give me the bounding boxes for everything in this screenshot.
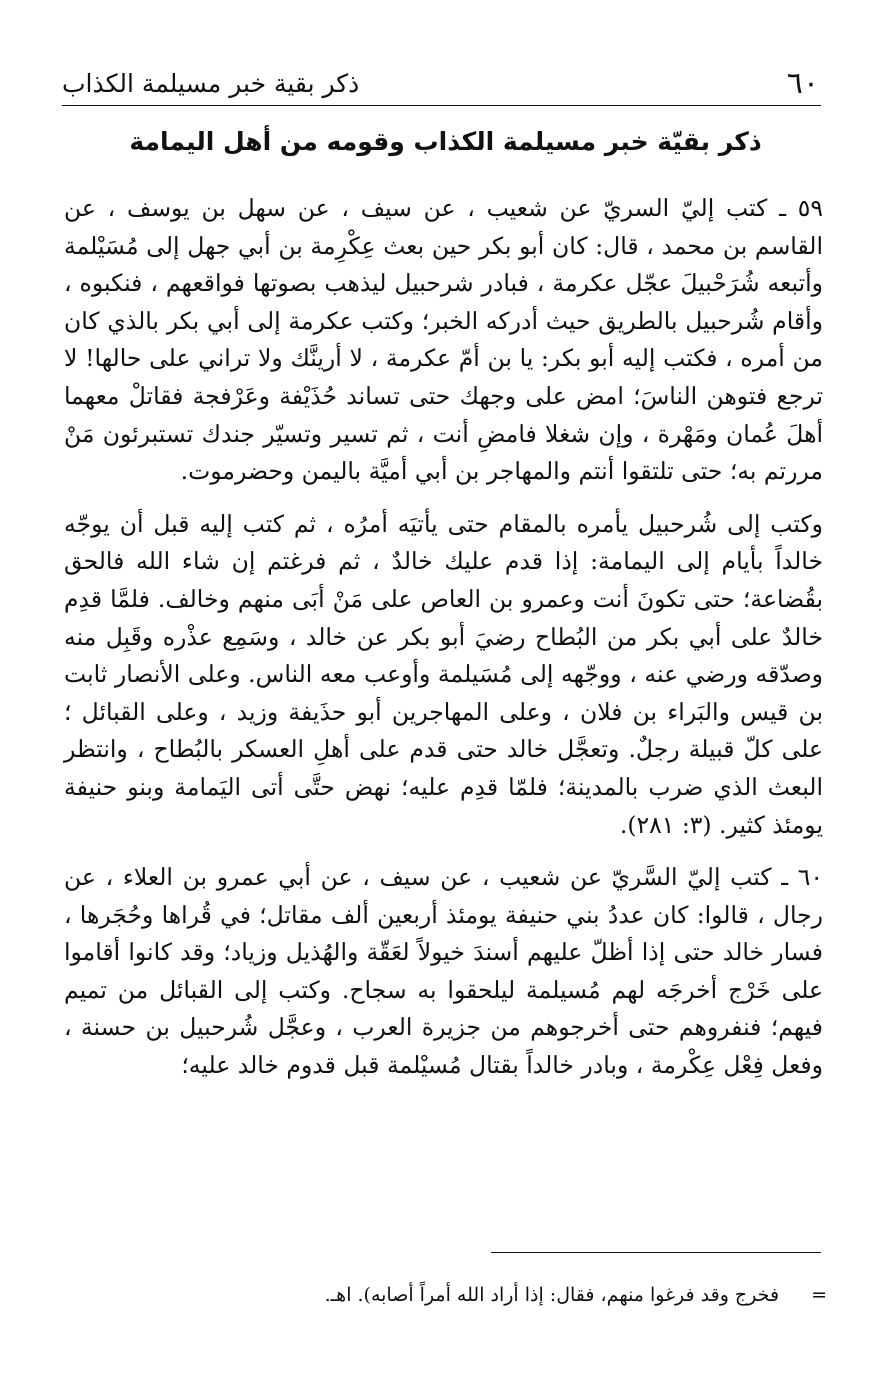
footnote — [64, 1281, 827, 1309]
page-number: ٦٠ — [786, 65, 819, 101]
paragraph-59: ٥٩ ـ كتب إليّ السريّ عن شعيب ، عن سيف ، عن سهل بن يوسف ، عن القاسم بن محمد ، قال: كان أبو بكر حين بعث عِكْرِمة بن أبي جهل إلى مُسَيْلمة وأتبعه شُرَحْبيلَ عجّل عكرمة ، فبادر شرحبيل ليذهب بصوتها فواقعهم ، فنكبوه ، وأقام شُرحبيل بالطريق حيث أدركه الخبر؛ وكتب عكرمة إلى أبي بكر بالذي كان من أمره ، فكتب إليه أبو بكر: يا بن أمّ عكرمة ، لا أرينَّك ولا تراني على حالها! لا ترجع فتوهن الناسَ؛ امض على وجهك حتى تساند حُذَيْفة وعَرْفجة فقاتلْ معهما أهلَ عُمان ومَهْرة ، وإن شغلا فامضِ أنت ، ثم تسير وتسيّر جندك تستبرئون مَنْ مررتم به؛ حتى تلتقوا أنتم والمهاجر بن أبي أميَّة باليمن وحضرموت. — [64, 194, 824, 486]
body-text — [64, 190, 823, 1085]
footnote-text: فخرج وقد فرغوا منهم، فقال: إذا أراد الله أمراً أصابه). اهـ. — [324, 1284, 780, 1306]
running-title: ذكر بقية خبر مسيلمة الكذاب — [62, 68, 360, 98]
footnote-continuation-mark: = — [811, 1284, 827, 1306]
chapter-title: ذكر بقيّة خبر مسيلمة الكذاب وقومه من أهل اليمامة — [129, 127, 762, 156]
page-header — [62, 62, 819, 104]
paragraph-59-continued: وكتب إلى شُرحبيل يأمره بالمقام حتى يأتيَه أمرُه ، ثم كتب إليه قبل أن يوجّه خالداً بأيام إلى اليمامة: إذا قدم عليك خالدٌ ، ثم فرغتم إن شاء الله فالحق بقُضاعة؛ حتى تكونَ أنت وعمرو بن العاص على مَنْ أبَى منهم وخالف. فلمَّا قدِم خالدٌ على أبي بكر من البُطاح رضيَ أبو بكر عن خالد ، وسَمِع عذْره وقَبِل منه وصدّقه ورضي عنه ، ووجّهه إلى مُسَيلمة وأوعب معه الناس. وعلى الأنصار ثابت بن قيس والبَراء بن فلان ، وعلى المهاجرين أبو حذَيفة وزيد ، وعلى القبائل ؛ على كلّ قبيلة رجلٌ. وتعجَّل خالد حتى قدم على أهلِ العسكر بالبُطاح ، وانتظر البعث الذي ضرب بالمدينة؛ فلمّا قدِم عليه؛ نهض حتَّى أتى اليَمامة وبنو حنيفة يومئذ كثير. (٣: ٢٨١). — [64, 509, 823, 839]
paragraph-60: ٦٠ ـ كتب إليّ السَّريّ عن شعيب ، عن سيف ، عن أبي عمرو بن العلاء ، عن رجال ، قالوا: كان عددُ بني حنيفة يومئذ أربعين ألف مقاتل؛ في قُراها وحُجَرها ، فسار خالد حتى إذا أظلّ عليهم أسندَ خيولاً لعَقّة والهُذيل وزياد؛ وقد كانوا أقاموا على خَرْج أخرجَه لهم مُسيلمة ليلحقوا به سجاح. وكتب إلى القبائل من تميم فيهم؛ فنفروهم حتى أخرجوهم من جزيرة العرب ، وعجَّل شُرحبيل بن حسنة ، وفعل فِعْل عِكْرمة ، وبادر خالداً بقتال مُسيْلمة قبل قدوم خالد عليه؛ — [64, 863, 823, 1080]
footnote-divider — [491, 1252, 821, 1253]
header-divider — [62, 105, 821, 106]
